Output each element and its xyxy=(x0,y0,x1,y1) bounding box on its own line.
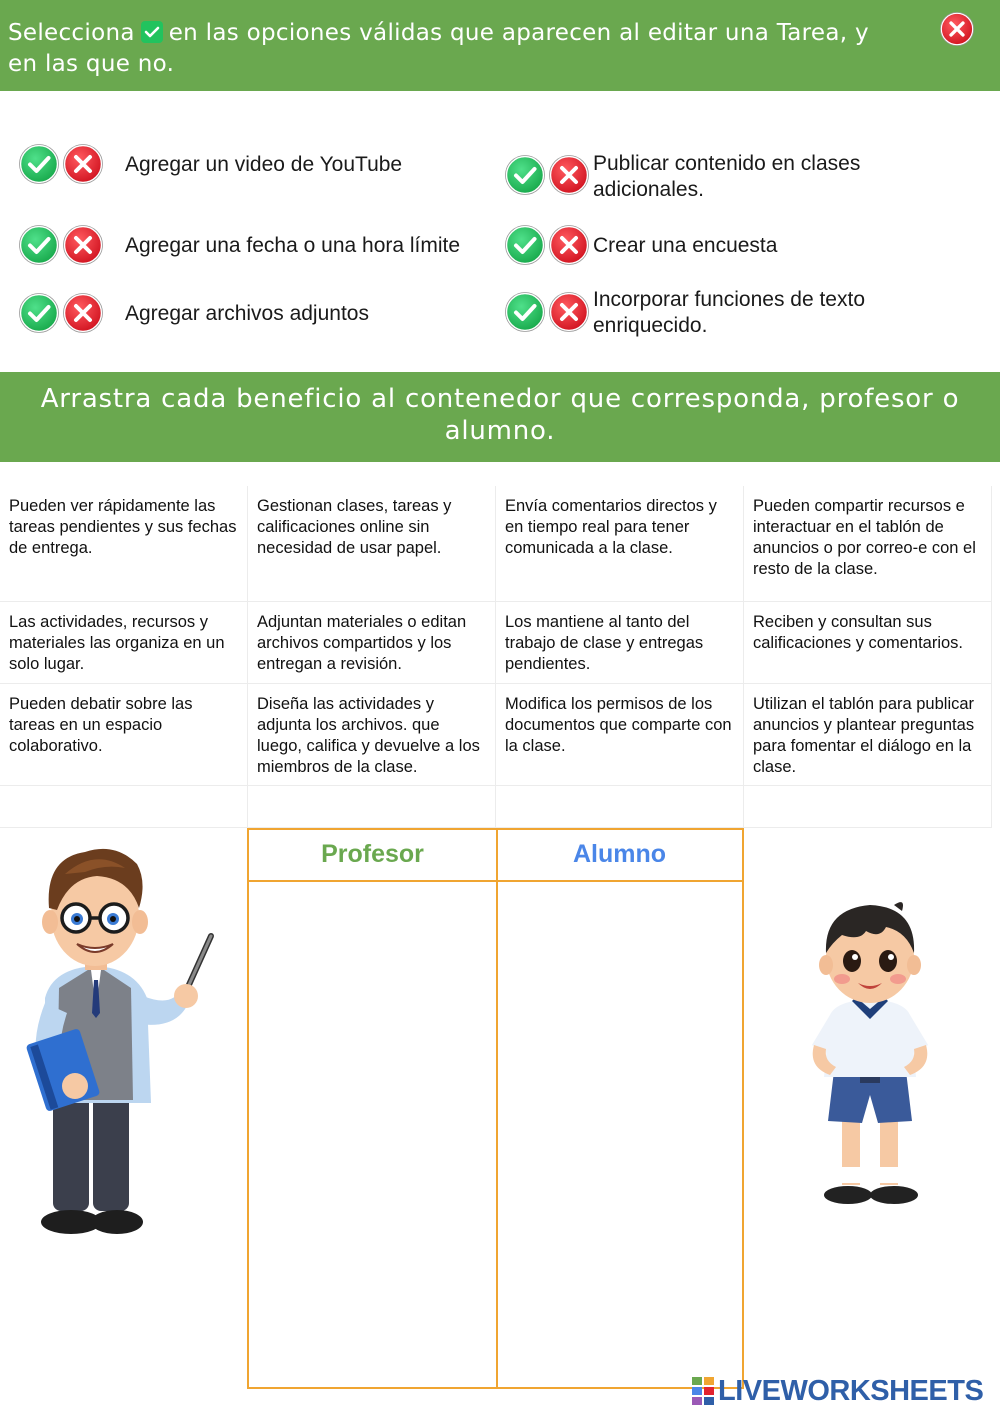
logo-icon xyxy=(692,1377,714,1405)
cross-icon[interactable] xyxy=(549,292,589,332)
teacher-illustration xyxy=(5,838,235,1248)
instruction-text-end: en las que no. xyxy=(8,51,175,77)
check-icon[interactable] xyxy=(505,155,545,195)
drag-instruction: Arrastra cada beneficio al contenedor que corresponda, profesor o alumno. xyxy=(40,384,960,446)
student-illustration xyxy=(790,895,950,1215)
draggable-card[interactable]: Pueden debatir sobre las tareas en un espacio colaborativo. xyxy=(0,684,248,786)
profesor-dropzone[interactable] xyxy=(249,882,496,1387)
check-icon[interactable] xyxy=(505,292,545,332)
empty-cell xyxy=(0,786,248,828)
cross-icon[interactable] xyxy=(549,225,589,265)
check-icon xyxy=(141,21,163,43)
option-label: Agregar archivos adjuntos xyxy=(125,302,369,325)
draggable-card[interactable]: Gestionan clases, tareas y calificaciones online sin necesidad de usar papel. xyxy=(248,486,496,602)
alumno-heading: Alumno xyxy=(572,840,667,868)
instruction-text-middle: en las opciones válidas que aparecen al editar una Tarea, y xyxy=(168,20,869,46)
option-label: Publicar contenido en clases adicionales. xyxy=(593,152,861,201)
liveworksheets-logo xyxy=(692,1374,983,1408)
empty-cell xyxy=(496,786,744,828)
profesor-heading: Profesor xyxy=(321,840,424,868)
alumno-dropzone[interactable] xyxy=(498,882,745,1387)
cross-icon[interactable] xyxy=(63,144,103,184)
cross-icon[interactable] xyxy=(549,155,589,195)
instruction-banner-1 xyxy=(0,0,1000,91)
empty-cell xyxy=(744,786,992,828)
cross-icon xyxy=(940,12,974,46)
draggable-card[interactable]: Reciben y consultan sus calificaciones y comentarios. xyxy=(744,602,992,684)
drop-table xyxy=(247,828,744,1389)
option-label: Crear una encuesta xyxy=(593,234,778,257)
instruction-text-start: Selecciona xyxy=(8,20,135,46)
check-icon[interactable] xyxy=(505,225,545,265)
option-label: Agregar un video de YouTube xyxy=(125,153,403,176)
draggable-card[interactable]: Las actividades, recursos y materiales las organiza en un solo lugar. xyxy=(0,602,248,684)
cross-icon[interactable] xyxy=(63,225,103,265)
instruction-banner-2 xyxy=(0,372,1000,462)
draggable-card[interactable]: Envía comentarios directos y en tiempo real para tener comunicada a la clase. xyxy=(496,486,744,602)
draggable-card[interactable]: Pueden compartir recursos e interactuar en el tablón de anuncios o por correo-e con el resto de la clase. xyxy=(744,486,992,602)
check-icon[interactable] xyxy=(19,293,59,333)
draggable-card[interactable]: Adjuntan materiales o editan archivos compartidos y los entregan a revisión. xyxy=(248,602,496,684)
brand-name: LIVEWORKSHEETS xyxy=(718,1374,984,1407)
draggable-card[interactable]: Los mantiene al tanto del trabajo de clase y entregas pendientes. xyxy=(496,602,744,684)
check-icon[interactable] xyxy=(19,225,59,265)
cross-icon[interactable] xyxy=(63,293,103,333)
draggable-card[interactable]: Utilizan el tablón para publicar anuncios y plantear preguntas para fomentar el diálogo en la clase. xyxy=(744,684,992,786)
option-label: Incorporar funciones de texto enriquecido. xyxy=(593,288,865,337)
draggable-card[interactable]: Pueden ver rápidamente las tareas pendientes y sus fechas de entrega. xyxy=(0,486,248,602)
check-icon[interactable] xyxy=(19,144,59,184)
option-label: Agregar una fecha o una hora límite xyxy=(125,234,461,257)
empty-cell xyxy=(248,786,496,828)
draggable-card[interactable]: Diseña las actividades y adjunta los archivos. que luego, califica y devuelve a los miembros de la clase. xyxy=(248,684,496,786)
draggable-card[interactable]: Modifica los permisos de los documentos que comparte con la clase. xyxy=(496,684,744,786)
